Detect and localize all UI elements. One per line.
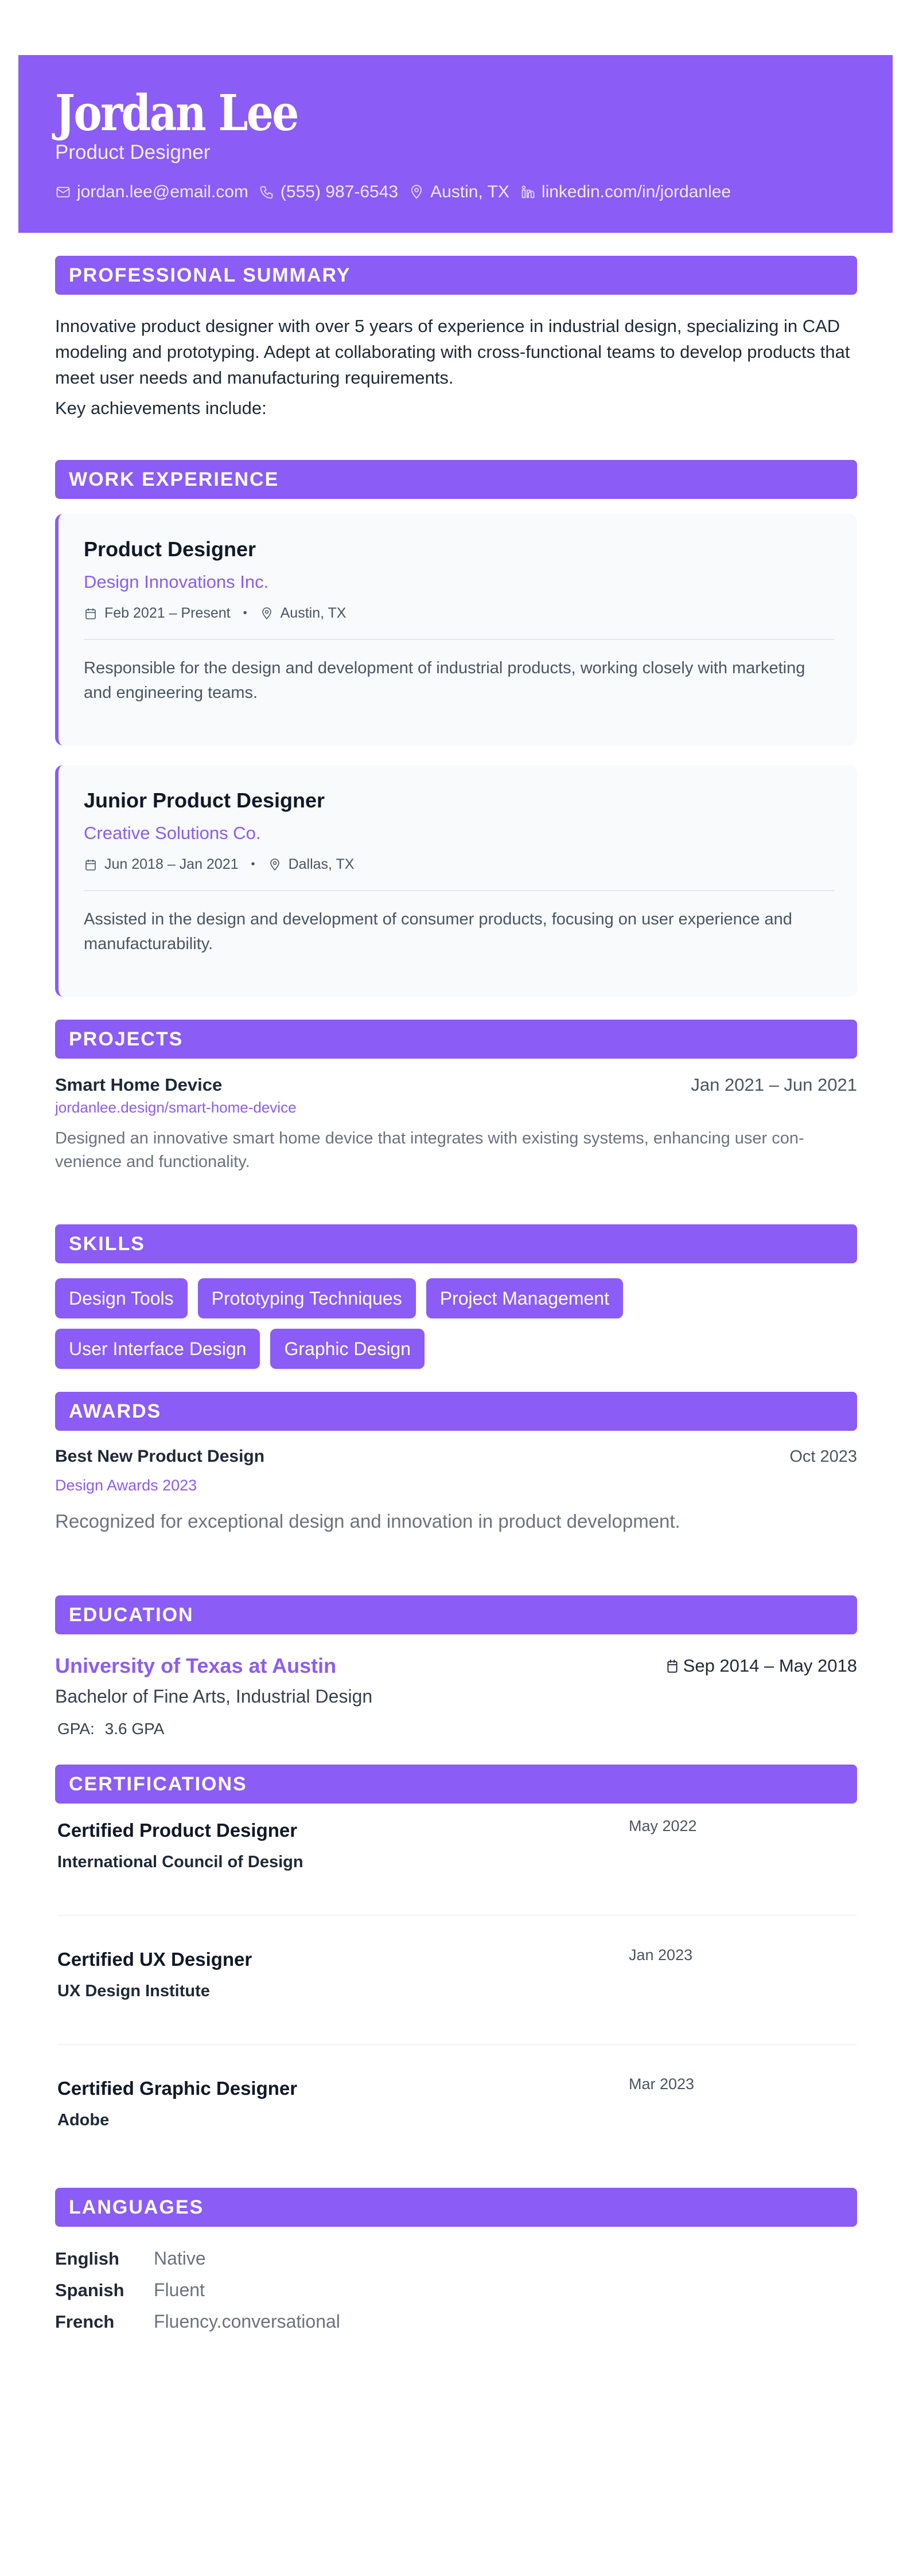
award-item [55, 1447, 857, 1532]
language-name: English [55, 2248, 119, 2269]
section-heading-certifications: CERTIFICATIONS [55, 1765, 857, 1804]
languages-section [55, 2188, 857, 2337]
divider [57, 1915, 857, 1916]
skill-chip: Graphic Design [270, 1329, 425, 1369]
language-level: Fluency.conversational [154, 2311, 340, 2332]
skill-chip: User Interface Design [55, 1329, 260, 1369]
calendar-icon [666, 1658, 679, 1673]
section-heading-summary: PROFESSIONAL SUMMARY [55, 256, 857, 295]
project-description: Designed an innovative smart home device that integrates with existing systems, enhancing user convenience and functionality. [55, 1129, 804, 1172]
job-dates: Feb 2021 – Present [104, 605, 231, 622]
candidate-title: Product Designer [55, 141, 211, 163]
job-meta [84, 605, 834, 622]
map-pin-icon [260, 607, 274, 620]
language-level: Native [154, 2248, 206, 2269]
job-role: Product Designer [84, 537, 256, 561]
map-pin-icon [268, 858, 282, 872]
certification-date: Mar 2023 [629, 2075, 695, 2093]
separator-dot: • [243, 607, 247, 620]
contact-location [408, 182, 509, 202]
language-name: French [55, 2311, 115, 2332]
contact-row [55, 182, 741, 202]
education-dates-wrap [666, 1656, 857, 1676]
location-text: Austin, TX [430, 182, 509, 201]
certification-date: Jan 2023 [629, 1946, 693, 1964]
project-item [55, 1075, 857, 1174]
job-meta [84, 856, 834, 873]
skills-section [55, 1224, 857, 1369]
job-company: Creative Solutions Co. [84, 823, 261, 844]
resume-content [55, 256, 857, 2337]
linkedin-icon [520, 184, 536, 200]
project-dates: Jan 2021 – Jun 2021 [691, 1075, 857, 1095]
phone-text: (555) 987-6543 [280, 182, 399, 201]
email-text: jordan.lee@email.com [77, 182, 248, 201]
mail-icon [55, 184, 71, 200]
degree: Bachelor of Fine Arts, Industrial Design [55, 1686, 373, 1707]
certification-name: Certified Product Designer [57, 1820, 298, 1841]
job-description: Responsible for the design and development of industrial products, working closely with marketing and engineering teams. [84, 659, 805, 702]
job-company: Design Innovations Inc. [84, 572, 269, 592]
section-heading-education: EDUCATION [55, 1595, 857, 1634]
divider [84, 890, 834, 891]
calendar-icon [84, 858, 98, 872]
separator-dot: • [251, 858, 255, 871]
section-heading-projects: PROJECTS [55, 1020, 857, 1059]
certification-date: May 2022 [629, 1817, 697, 1835]
language-row [55, 2243, 857, 2274]
skill-chip: Design Tools [55, 1278, 188, 1318]
language-level: Fluent [154, 2280, 205, 2301]
achievements-intro: Key achievements include: [55, 398, 267, 418]
gpa [57, 1720, 857, 1738]
summary-body [55, 313, 857, 421]
certification-item [55, 1946, 857, 2078]
calendar-icon [84, 607, 98, 620]
resume-header [18, 55, 893, 233]
skill-chip: Project Management [426, 1278, 623, 1318]
section-heading-experience: WORK EXPERIENCE [55, 460, 857, 499]
education-item [55, 1654, 857, 1738]
job-dates: Jun 2018 – Jan 2021 [104, 856, 239, 873]
project-name: Smart Home Device [55, 1075, 223, 1095]
award-issuer: Design Awards 2023 [55, 1477, 197, 1494]
section-heading-languages: LANGUAGES [55, 2188, 857, 2227]
gpa-value: 3.6 GPA [104, 1720, 165, 1738]
section-heading-awards: AWARDS [55, 1392, 857, 1431]
section-heading-skills: SKILLS [55, 1224, 857, 1263]
job-role: Junior Product Designer [84, 789, 325, 813]
contact-phone[interactable] [259, 182, 398, 202]
certification-issuer: UX Design Institute [57, 1982, 210, 2001]
project-link[interactable]: jordanlee.design/smart-home-device [55, 1099, 297, 1117]
linkedin-text: linkedin.com/in/jordanlee [541, 182, 731, 201]
school-name: University of Texas at Austin [55, 1654, 337, 1678]
languages-list [55, 2243, 857, 2337]
contact-linkedin[interactable] [520, 182, 731, 202]
contact-email[interactable] [55, 182, 248, 202]
certification-issuer: Adobe [57, 2111, 110, 2130]
language-row [55, 2274, 857, 2306]
language-name: Spanish [55, 2280, 124, 2300]
certification-name: Certified Graphic Designer [57, 2078, 298, 2099]
certification-item [55, 1817, 857, 1949]
map-pin-icon [408, 184, 425, 200]
certification-issuer: International Council of Design [57, 1853, 303, 1872]
divider [84, 639, 834, 640]
education-section [55, 1595, 857, 1738]
job-location: Austin, TX [280, 605, 347, 622]
skills-list [55, 1278, 715, 1369]
job-location: Dallas, TX [288, 856, 355, 873]
education-dates: Sep 2014 – May 2018 [683, 1656, 857, 1676]
gpa-label: GPA: [57, 1720, 95, 1738]
awards-section [55, 1392, 857, 1532]
award-date: Oct 2023 [789, 1447, 857, 1466]
experience-section [55, 460, 857, 997]
award-name: Best New Product Design [55, 1447, 265, 1466]
summary-paragraph: Innovative product designer with over 5 years of experience in industrial design, specializing in CAD modeling and prototyping. Adept at collaborating with cross-functional teams to develop products that meet user needs and manufacturing requirements. [55, 316, 850, 388]
candidate-name: Jordan Lee [55, 84, 298, 142]
experience-card [55, 765, 857, 997]
award-description: Recognized for exceptional design and innovation in product development. [55, 1511, 680, 1532]
certifications-section [55, 1765, 857, 2187]
skill-chip: Prototyping Techniques [198, 1278, 416, 1318]
divider [57, 2044, 857, 2045]
language-row [55, 2306, 857, 2337]
summary-section [55, 256, 857, 421]
phone-icon [259, 184, 275, 200]
certification-item [55, 2075, 857, 2187]
projects-section [55, 1020, 857, 1174]
experience-card [55, 514, 857, 746]
certification-name: Certified UX Designer [57, 1949, 252, 1970]
job-description: Assisted in the design and development of consumer products, focusing on user experience and manufacturability. [84, 910, 792, 954]
